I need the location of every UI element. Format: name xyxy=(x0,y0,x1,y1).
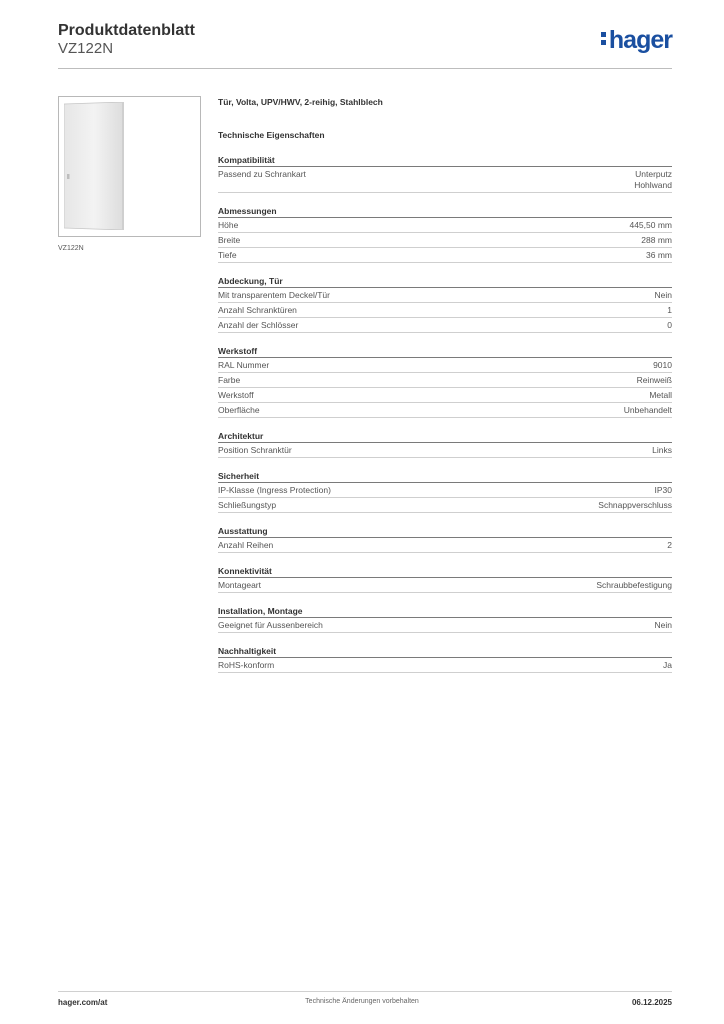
footer-divider xyxy=(58,991,672,992)
spec-value: IP30 xyxy=(654,484,672,495)
spec-row xyxy=(218,373,672,388)
spec-sections xyxy=(218,154,672,673)
spec-section xyxy=(218,525,672,553)
spec-value: 1 xyxy=(667,304,672,315)
spec-section xyxy=(218,205,672,263)
spec-row xyxy=(218,288,672,303)
spec-row xyxy=(218,303,672,318)
spec-section xyxy=(218,345,672,418)
spec-section xyxy=(218,275,672,333)
logo-text: hager xyxy=(608,26,672,54)
section-title: Sicherheit xyxy=(218,470,672,483)
spec-value: 288 mm xyxy=(641,234,672,245)
article-number: VZ122N xyxy=(58,40,114,57)
spec-label: Geeignet für Aussenbereich xyxy=(218,619,323,630)
section-title: Installation, Montage xyxy=(218,605,672,618)
logo-dots-icon xyxy=(601,29,607,47)
spec-row xyxy=(218,578,672,593)
spec-row xyxy=(218,318,672,333)
footer-note: Technische Änderungen vorbehalten xyxy=(305,998,419,1005)
image-caption: VZ122N xyxy=(58,245,84,252)
section-title: Kompatibilität xyxy=(218,154,672,167)
spec-content xyxy=(218,96,672,673)
spec-label: Anzahl Reihen xyxy=(218,539,274,550)
spec-value: Metall xyxy=(649,389,672,400)
spec-row xyxy=(218,618,672,633)
section-title: Architektur xyxy=(218,430,672,443)
spec-row xyxy=(218,443,672,458)
header-divider xyxy=(58,68,672,69)
spec-row xyxy=(218,248,672,263)
spec-row xyxy=(218,498,672,513)
spec-label: Höhe xyxy=(218,219,239,230)
spec-value: Nein xyxy=(654,619,672,630)
spec-row xyxy=(218,218,672,233)
spec-label: Oberfläche xyxy=(218,404,260,415)
spec-label: Montageart xyxy=(218,579,261,590)
spec-section xyxy=(218,470,672,513)
hager-logo xyxy=(601,26,672,55)
spec-label: IP-Klasse (Ingress Protection) xyxy=(218,484,331,495)
section-title: Abdeckung, Tür xyxy=(218,275,672,288)
spec-value: Unbehandelt xyxy=(623,404,672,415)
section-title: Konnektivität xyxy=(218,565,672,578)
spec-label: Anzahl Schranktüren xyxy=(218,304,297,315)
spec-row xyxy=(218,403,672,418)
spec-row xyxy=(218,358,672,373)
spec-section xyxy=(218,154,672,193)
spec-value: Links xyxy=(652,444,672,455)
footer-website: hager.com/at xyxy=(58,998,108,1007)
spec-section xyxy=(218,430,672,458)
section-title: Werkstoff xyxy=(218,345,672,358)
section-title: Abmessungen xyxy=(218,205,672,218)
spec-value: 0 xyxy=(667,319,672,330)
spec-label: RAL Nummer xyxy=(218,359,270,370)
spec-label: Passend zu Schrankart xyxy=(218,168,306,179)
spec-value: Schnappverschluss xyxy=(598,499,672,510)
spec-value: Reinweiß xyxy=(636,374,672,385)
spec-section xyxy=(218,645,672,673)
spec-label: Tiefe xyxy=(218,249,237,260)
spec-row xyxy=(218,658,672,673)
spec-label: Position Schranktür xyxy=(218,444,292,455)
section-title: Ausstattung xyxy=(218,525,672,538)
product-title: Tür, Volta, UPV/HWV, 2-reihig, Stahlblech xyxy=(218,97,383,107)
page-title: Produktdatenblatt xyxy=(58,22,195,39)
door-panel-icon xyxy=(64,102,124,230)
spec-label: Schließungstyp xyxy=(218,499,277,510)
spec-label: RoHS-konform xyxy=(218,659,275,670)
spec-value: Nein xyxy=(654,289,672,300)
section-title: Nachhaltigkeit xyxy=(218,645,672,658)
spec-value: 9010 xyxy=(653,359,672,370)
spec-row xyxy=(218,483,672,498)
spec-row xyxy=(218,233,672,248)
spec-value: Ja xyxy=(663,659,672,670)
spec-row xyxy=(218,538,672,553)
spec-value: 36 mm xyxy=(646,249,672,260)
spec-label: Anzahl der Schlösser xyxy=(218,319,299,330)
product-image xyxy=(58,96,201,237)
footer-date: 06.12.2025 xyxy=(631,998,672,1007)
tech-heading: Technische Eigenschaften xyxy=(218,130,325,140)
spec-row xyxy=(218,167,672,193)
spec-label: Farbe xyxy=(218,374,241,385)
spec-section xyxy=(218,565,672,593)
spec-value: 445,50 mm xyxy=(629,219,672,230)
spec-label: Mit transparentem Deckel/Tür xyxy=(218,289,330,300)
spec-label: Werkstoff xyxy=(218,389,254,400)
spec-value: 2 xyxy=(667,539,672,550)
spec-section xyxy=(218,605,672,633)
spec-value: Unterputz Hohlwand xyxy=(634,168,672,190)
spec-label: Breite xyxy=(218,234,241,245)
spec-value: Schraubbefestigung xyxy=(596,579,672,590)
spec-row xyxy=(218,388,672,403)
